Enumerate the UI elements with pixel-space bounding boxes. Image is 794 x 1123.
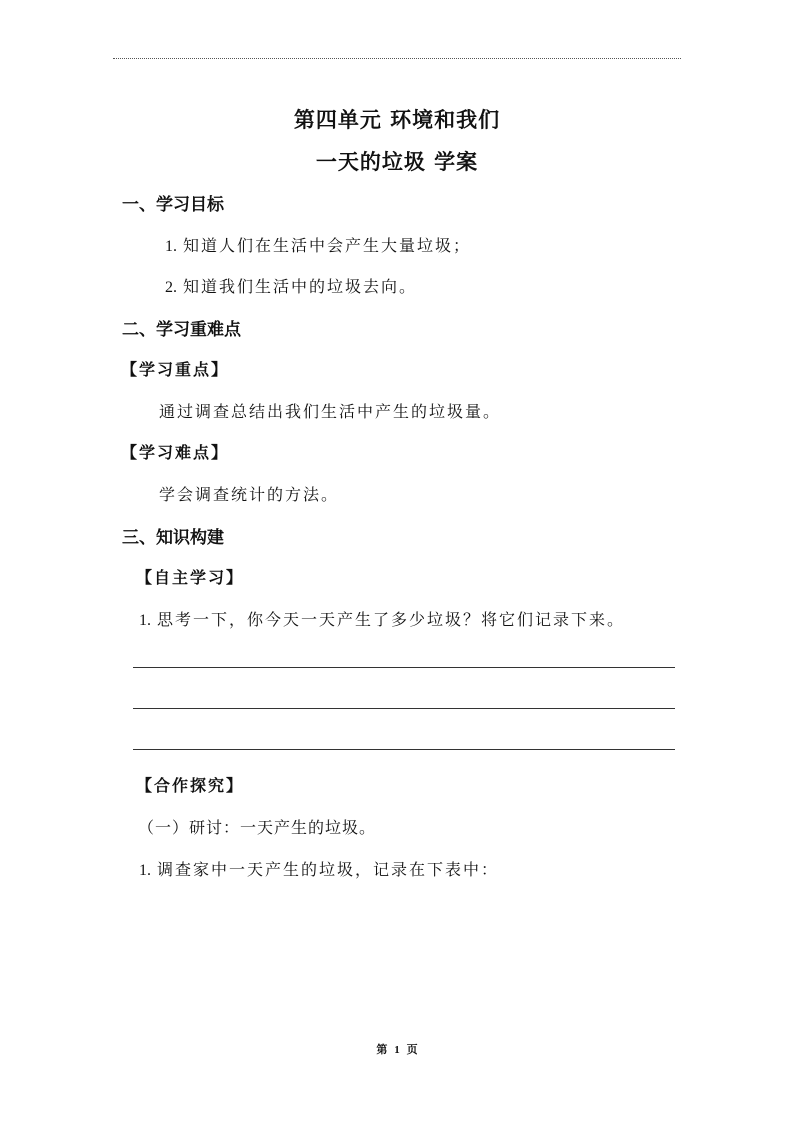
section-heading-key-points: 二、学习重难点 <box>122 320 241 340</box>
goal-item-1-number: 1. <box>165 238 177 255</box>
goal-item-2 <box>165 274 417 297</box>
cooperative-study-label: 【合作探究】 <box>136 776 245 795</box>
page-footer-prefix: 第 <box>376 1043 388 1056</box>
goal-item-2-text: 知道我们生活中的垃圾去向。 <box>183 277 418 296</box>
section-heading-knowledge: 三、知识构建 <box>122 528 224 548</box>
difficult-point-label: 【学习难点】 <box>121 443 230 462</box>
section-heading-goals: 一、学习目标 <box>122 195 224 215</box>
question-2 <box>139 857 499 880</box>
answer-line-1[interactable] <box>133 667 675 668</box>
page-number: 1 <box>394 1044 400 1056</box>
difficult-point-text: 学会调查统计的方法。 <box>159 485 340 504</box>
document-subtitle: 一天的垃圾 学案 <box>315 150 479 174</box>
document-title: 第四单元 环境和我们 <box>293 108 501 132</box>
header-dotted-rule <box>113 58 681 59</box>
goal-item-1-text: 知道人们在生活中会产生大量垃圾； <box>183 236 472 255</box>
key-point-text: 通过调查总结出我们生活中产生的垃圾量。 <box>159 402 502 421</box>
page-footer <box>0 1041 794 1057</box>
key-point-label: 【学习重点】 <box>121 360 230 379</box>
question-2-text: 调查家中一天产生的垃圾，记录在下表中： <box>157 860 500 879</box>
question-1 <box>139 607 625 630</box>
question-1-number: 1. <box>139 612 151 629</box>
answer-line-2[interactable] <box>133 708 675 709</box>
page-footer-suffix: 页 <box>406 1043 418 1056</box>
discussion-subheading: （一）研讨：一天产生的垃圾。 <box>138 818 377 837</box>
goal-item-1 <box>165 233 471 256</box>
goal-item-2-number: 2. <box>165 279 177 296</box>
self-study-label: 【自主学习】 <box>136 568 245 587</box>
answer-line-3[interactable] <box>133 749 675 750</box>
question-2-number: 1. <box>139 862 151 879</box>
question-1-text: 思考一下，你今天一天产生了多少垃圾？将它们记录下来。 <box>157 610 626 629</box>
